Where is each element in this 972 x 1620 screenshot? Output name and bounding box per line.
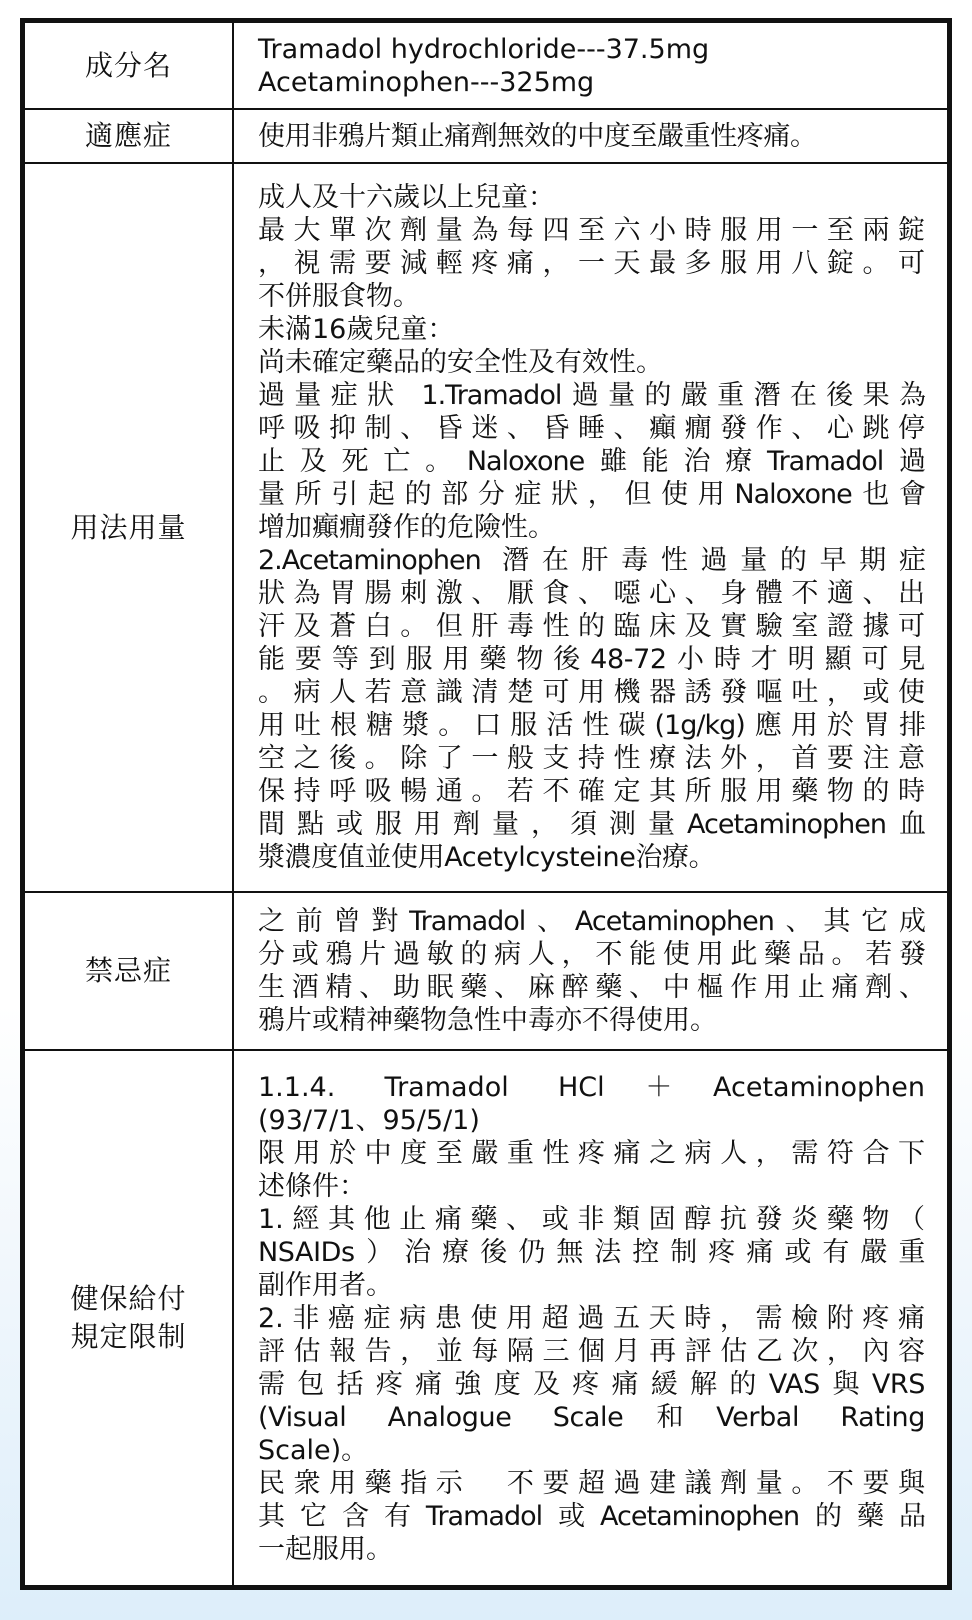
- content-line: 增加癲癇發作的危險性。: [258, 512, 555, 543]
- content-line: 。病人若意識清楚可用機器誘發嘔吐，或使: [258, 677, 925, 708]
- row-content-indications: [233, 109, 947, 163]
- content-line: 民衆用藥指示 不要超過建議劑量。不要與: [258, 1467, 925, 1499]
- content-line: Acetaminophen---325mg: [258, 66, 595, 98]
- content-line: (Visual Analogue Scale和Verbal Rating: [258, 1401, 925, 1433]
- content-line: 空之後。除了一般支持性療法外，首要注意: [258, 743, 925, 774]
- table-row: [25, 109, 947, 163]
- content-line: 之前曾對Tramadol、Acetaminophen、其它成: [258, 906, 925, 937]
- row-content-insurance-rules: [233, 1050, 947, 1585]
- row-content-contraindications: [233, 892, 947, 1050]
- content-line: 一起服用。: [258, 1533, 393, 1565]
- content-line: 呼吸抑制、昏迷、昏睡、癲癇發作、心跳停: [258, 413, 925, 444]
- content-line: 1.經其他止痛藥、或非類固醇抗發炎藥物（: [258, 1203, 925, 1235]
- content-line: 述條件：: [258, 1170, 366, 1202]
- content-line: 能要等到服用藥物後48-72小時才明顯可見: [258, 644, 925, 675]
- label-line: 規定限制: [70, 1320, 187, 1353]
- label-line: 用法用量: [70, 510, 187, 544]
- content-line: 需包括疼痛強度及疼痛緩解的VAS與VRS: [258, 1368, 925, 1400]
- table-row: [25, 23, 947, 109]
- content-line: 使用非鴉片類止痛劑無效的中度至嚴重性疼痛。: [258, 120, 817, 152]
- content-line: 保持呼吸暢通。若不確定其所服用藥物的時: [258, 776, 925, 807]
- content-line: 汗及蒼白。但肝毒性的臨床及實驗室證據可: [258, 611, 925, 642]
- content-line: 副作用者。: [258, 1269, 393, 1301]
- content-line: 狀為胃腸刺激、厭食、噁心、身體不適、出: [258, 578, 925, 609]
- content-line: 鴉片或精神藥物急性中毒亦不得使用。: [258, 1005, 717, 1036]
- content-line: 2.Acetaminophen 潛在肝毒性過量的早期症: [258, 545, 925, 576]
- row-label-dosage: [25, 163, 233, 892]
- table-row: [25, 892, 947, 1050]
- content-line: 未滿16歲兒童：: [258, 314, 455, 345]
- content-line: 2.非癌症病患使用超過五天時，需檢附疼痛: [258, 1302, 925, 1334]
- row-content-dosage: [233, 163, 947, 892]
- drug-info-table: [25, 23, 947, 1585]
- content-line: 漿濃度值並使用Acetylcysteine治療。: [258, 842, 716, 873]
- content-line: 間點或服用劑量，須測量Acetaminophen血: [258, 809, 925, 840]
- label-line: 適應症: [84, 119, 172, 152]
- label-line: 成分名: [84, 48, 172, 82]
- table-row: [25, 1050, 947, 1585]
- content-line: 1.1.4. Tramadol HCl＋Acetaminophen: [258, 1071, 925, 1103]
- content-line: (93/7/1、95/5/1): [258, 1104, 480, 1136]
- content-line: 成人及十六歲以上兒童：: [258, 182, 555, 213]
- content-line: 評估報告，並每隔三個月再評估乙次，內容: [258, 1335, 925, 1367]
- content-line: 最大單次劑量為每四至六小時服用一至兩錠: [258, 215, 925, 246]
- content-line: 限用於中度至嚴重性疼痛之病人，需符合下: [258, 1137, 925, 1169]
- content-line: Tramadol hydrochloride---37.5mg: [258, 33, 710, 65]
- row-label-contraindications: [25, 892, 233, 1050]
- label-line: 健保給付: [70, 1282, 187, 1315]
- content-line: 分或鴉片過敏的病人，不能使用此藥品。若發: [258, 939, 925, 970]
- row-content-ingredients: [233, 23, 947, 109]
- content-line: 過量症狀 1.Tramadol過量的嚴重潛在後果為: [258, 380, 925, 411]
- content-line: ，視需要減輕疼痛，一天最多服用八錠。可: [258, 248, 925, 279]
- row-label-indications: [25, 109, 233, 163]
- content-line: Scale)。: [258, 1434, 369, 1466]
- label-line: 禁忌症: [84, 954, 172, 987]
- content-line: 生酒精、助眠藥、麻醉藥、中樞作用止痛劑、: [258, 972, 925, 1003]
- content-line: 用吐根糖漿。口服活性碳(1g/kg)應用於胃排: [258, 710, 925, 741]
- row-label-insurance-rules: [25, 1050, 233, 1585]
- content-line: NSAIDs）治療後仍無法控制疼痛或有嚴重: [258, 1236, 925, 1268]
- row-label-ingredients: [25, 23, 233, 109]
- content-line: 尚未確定藥品的安全性及有效性。: [258, 347, 663, 378]
- content-line: 其它含有Tramadol或Acetaminophen的藥品: [258, 1500, 925, 1532]
- content-line: 量所引起的部分症狀，但使用Naloxone也會: [258, 479, 925, 510]
- content-line: 不併服食物。: [258, 281, 420, 312]
- content-line: 止及死亡。Naloxone雖能治療Tramadol過: [258, 446, 925, 477]
- drug-info-sheet: [20, 18, 952, 1590]
- table-row: [25, 163, 947, 892]
